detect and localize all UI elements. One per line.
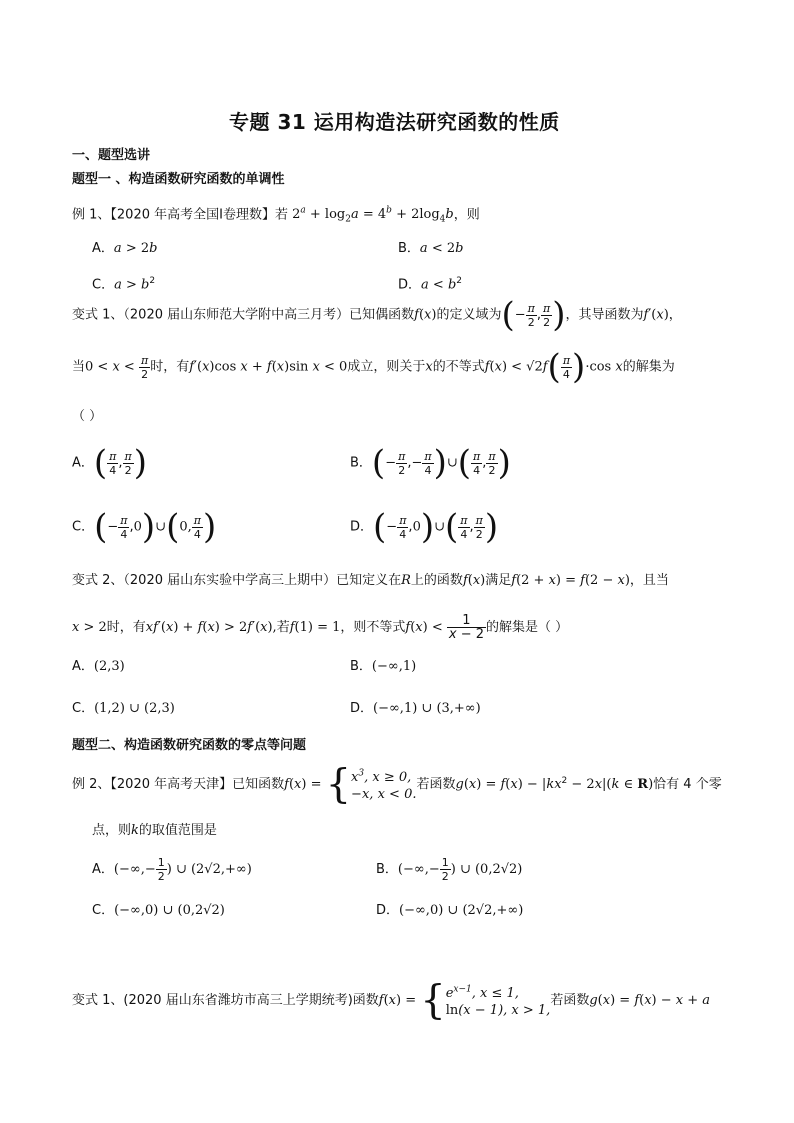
type1-heading: 题型一 、构造函数研究函数的单调性 [72,172,285,187]
ex2-option-b: B．(−∞,− $\frac{1}{2}$ ) ∪ (0,2√2) [376,856,523,883]
section-heading: 一、题型选讲 [72,148,151,163]
ex2-option-a: A．(−∞,− $\frac{1}{2}$ ) ∪ (2√2,+∞) [92,856,252,883]
v1-option-d: D．(− $\frac{\pi}{4}$ ,0)∪( $\frac{\pi}{4}$ , $\frac{\pi}{2}$ ) [350,507,499,547]
ex2-line2: 点，则k的取值范围是 [92,823,217,838]
v2-option-a: A．(2,3) [72,659,125,674]
v1-line1: 变式 1、（2020 届山东师范大学附中高三月考）已知偶函数f(x)的定义域为(− $\frac{\pi}{2}$ , $\frac{\pi}{2}$ )，其导函数为f′(x)， [72,295,682,335]
v2-line1: 变式 2、（2020 届山东实验中学高三上期中）已知定义在R上的函数f(x)满足f(2 + x) = f(2 − x)，且当 [72,573,669,588]
ex2-stem: 例 2、【2020 年高考天津】已知函数$f(x) = \{x^3$, x ≥ 0, −x, x < 0.若函数$g(x) = f(x) - |kx^2 - 2x|(k$ ∈ R)恰有 4 个零 [72,761,722,808]
v2-line2: x > 2时，有xf′(x) + f(x) > 2f′(x),若f(1) = 1，则不等式f(x) < $\frac{1}{x - 2}$ 的解集是（ ） [72,613,569,642]
v1-paren: （ ） [72,409,103,424]
v2-option-c: C．(1,2) ∪ (2,3) [72,701,175,716]
v1-option-a: A．( $\frac{\pi}{4}$ , $\frac{\pi}{2}$ ) [72,443,148,483]
ex1-option-a: A．a > 2b [92,241,158,256]
v1-line2: 当0 < x < $\frac{\pi}{2}$ 时，有f′(x)cos x + f(x)sin x < 0成立，则关于x的不等式f(x) < √2f( $\frac{\pi}{4}$ )·cos x的解集为 [72,347,675,387]
ex1-option-c: C．$a > b^2$ [92,276,156,293]
page-title: 专题 31 运用构造法研究函数的性质 [229,110,560,134]
ex1-stem: 例 1、【2020 年高考全国Ⅰ卷理数】若 $2^a + \log_2a = 4^b + 2\log_4b$，则 [72,206,480,225]
ex1-option-d: D．$a < b^2$ [398,276,463,293]
ex1-option-b: B．a < 2b [398,241,464,256]
v2-option-b: B．(−∞,1) [350,659,417,674]
v3-stem: 变式 1、(2020 届山东省潍坊市高三上学期统考)函数$f(x) = \{e^{x-1}$, x ≤ 1, ln(x − 1), x > 1,若函数g(x) = f(x) − x + a [72,977,711,1024]
ex2-option-d: D．(−∞,0) ∪ (2√2,+∞) [376,903,524,918]
v1-option-b: B．(− $\frac{\pi}{2}$ ,− $\frac{\pi}{4}$ )∪( $\frac{\pi}{4}$ , $\frac{\pi}{2}$ ) [350,443,511,483]
type2-heading: 题型二、构造函数研究函数的零点等问题 [72,738,307,753]
v1-option-c: C．(− $\frac{\pi}{4}$ ,0)∪(0, $\frac{\pi}{4}$ ) [72,507,217,547]
v2-option-d: D．(−∞,1) ∪ (3,+∞) [350,701,481,716]
ex2-option-c: C．(−∞,0) ∪ (0,2√2) [92,903,225,918]
